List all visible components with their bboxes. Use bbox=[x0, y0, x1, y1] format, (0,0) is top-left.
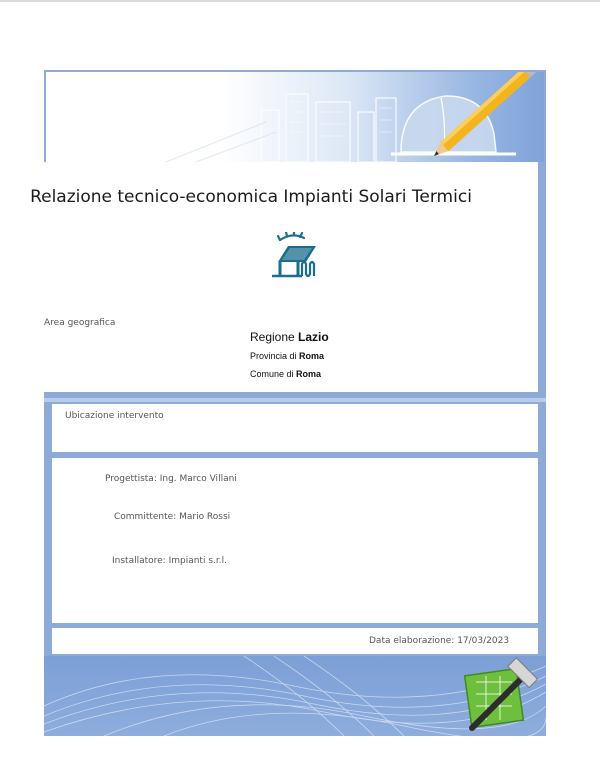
commune-line bbox=[250, 369, 321, 379]
commune-prefix: Comune di bbox=[250, 369, 297, 379]
ubicazione-label: Ubicazione intervento bbox=[65, 411, 164, 421]
region-name: Lazio bbox=[298, 330, 329, 344]
buildings-helmet-pencil-icon bbox=[46, 72, 544, 162]
data-elaborazione-text: Data elaborazione: 17/03/2023 bbox=[369, 636, 510, 646]
top-divider bbox=[0, 0, 600, 2]
document-title: Relazione tecnico-economica Impianti Solari Termici bbox=[30, 187, 472, 207]
committente-text: Committente: Mario Rossi bbox=[114, 512, 231, 522]
region-line bbox=[250, 330, 329, 344]
progettista-text: Progettista: Ing. Marco Villani bbox=[105, 474, 237, 484]
province-name: Roma bbox=[299, 351, 325, 361]
wave-lines-decoration bbox=[44, 656, 546, 736]
installatore-text: Installatore: Impianti s.r.l. bbox=[112, 556, 227, 566]
solar-thermal-panel-icon bbox=[268, 232, 320, 280]
separator-strip bbox=[44, 398, 546, 402]
province-line bbox=[250, 351, 324, 361]
province-prefix: Provincia di bbox=[250, 351, 300, 361]
bottom-decoration bbox=[44, 656, 546, 736]
commune-name: Roma bbox=[296, 369, 322, 379]
area-geografica-label: Area geografica bbox=[44, 318, 116, 328]
header-banner bbox=[46, 72, 544, 162]
region-prefix: Regione bbox=[250, 330, 299, 344]
hammer-ruler-icon bbox=[465, 658, 538, 728]
